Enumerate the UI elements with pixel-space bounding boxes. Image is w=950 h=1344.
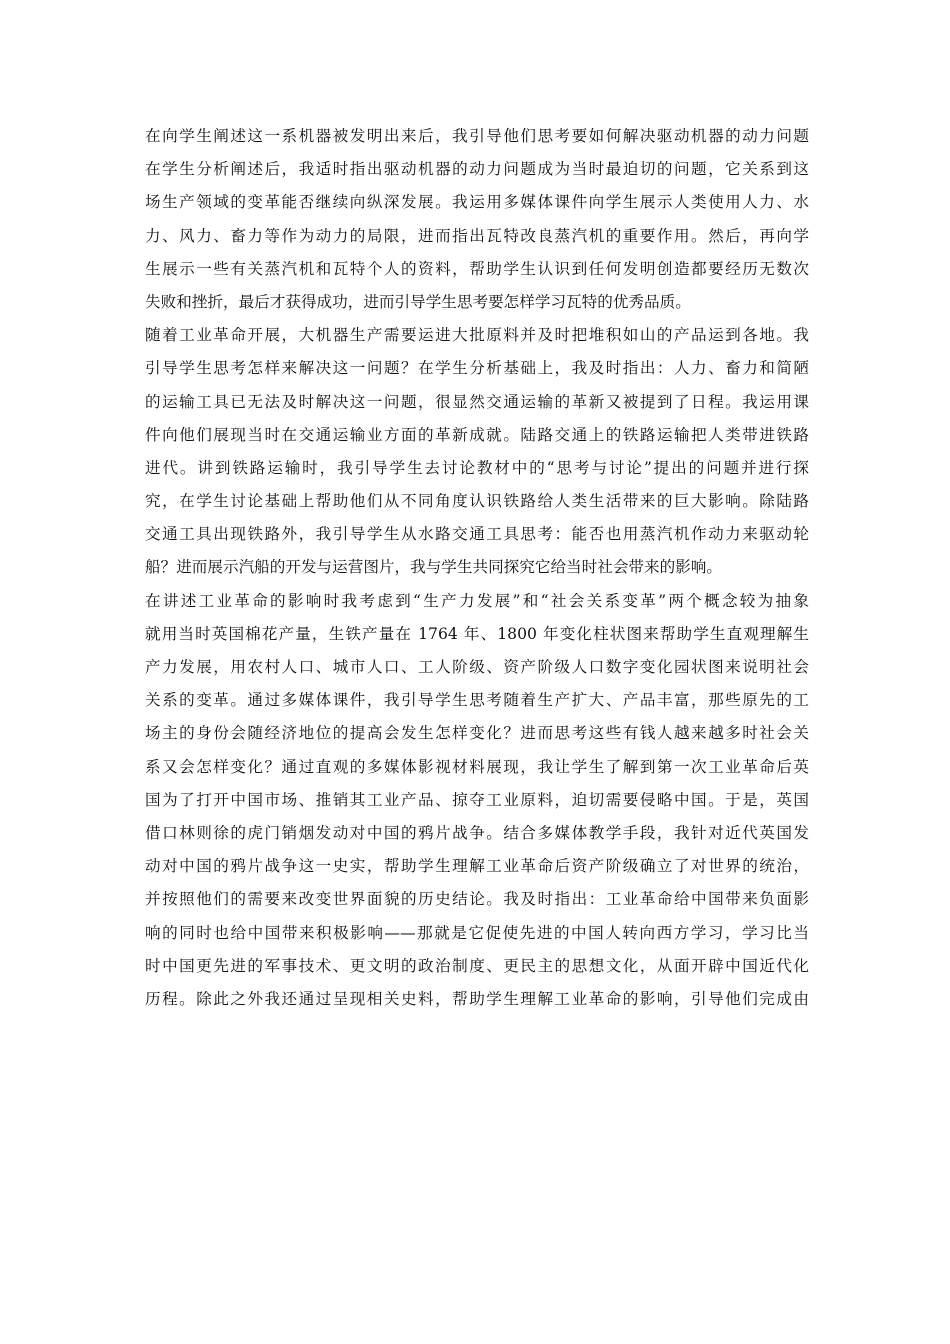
text-line: 究，在学生讨论基础上帮助他们从不同角度认识铁路给人类生活带来的巨大影响。除陆路 xyxy=(145,492,809,511)
text-line: 系又会怎样变化？通过直观的多媒体影视材料展现，我让学生了解到第一次工业革命后英 xyxy=(145,757,809,776)
text-line: 在讲述工业革命的影响时我考虑到“生产力发展”和“社会关系变革”两个概念较为抽象 xyxy=(145,591,809,610)
text-line: 的运输工具已无法及时解决这一问题，很显然交通运输的革新又被提到了日程。我运用课 xyxy=(145,392,809,411)
text-line: 在学生分析阐述后，我适时指出驱动机器的动力问题成为当时最迫切的问题，它关系到这 xyxy=(145,160,809,179)
text-line: 船？进而展示汽船的开发与运营图片，我与学生共同探究它给当时社会带来的影响。 xyxy=(145,558,722,577)
text-line: 场生产领域的变革能否继续向纵深发展。我运用多媒体课件向学生展示人类使用人力、水 xyxy=(145,193,809,212)
text-line: 交通工具出现铁路外，我引导学生从水路交通工具思考：能否也用蒸汽机作动力来驱动轮 xyxy=(145,525,809,544)
text-line: 力、风力、畜力等作为动力的局限，进而指出瓦特改良蒸汽机的重要作用。然后，再向学 xyxy=(145,226,809,245)
text-line: 失败和挫折，最后才获得成功，进而引导学生思考要怎样学习瓦特的优秀品质。 xyxy=(145,292,691,311)
text-line: 引导学生思考怎样来解决这一问题？在学生分析基础上，我及时指出：人力、畜力和简陋 xyxy=(145,359,809,378)
text-line: 场主的身份会随经济地位的提高会发生怎样变化？进而思考这些有钱人越来越多时社会关 xyxy=(145,724,809,743)
paragraph-impact xyxy=(145,585,809,1016)
text-line: 随着工业革命开展，大机器生产需要运进大批原料并及时把堆积如山的产品运到各地。我 xyxy=(145,326,809,345)
text-line: 产力发展，用农村人口、城市人口、工人阶级、资产阶级人口数字变化园状图来说明社会 xyxy=(145,658,809,676)
text-line: 件向他们展现当时在交通运输业方面的革新成就。陆路交通上的铁路运输把人类带进铁路 xyxy=(145,425,809,444)
text-line: 在向学生阐述这一系机器被发明出来后，我引导他们思考要如何解决驱动机器的动力问题 xyxy=(145,127,809,145)
text-line: 响的同时也给中国带来积极影响——那就是它促使先进的中国人转向西方学习，学习比当 xyxy=(145,923,809,942)
paragraph-transportation xyxy=(145,319,809,585)
text-line: 生展示一些有关蒸汽机和瓦特个人的资料，帮助学生认识到任何发明创造都要经历无数次 xyxy=(145,259,809,278)
text-line: 关系的变革。通过多媒体课件，我引导学生思考随着生产扩大、产品丰富，那些原先的工 xyxy=(145,691,809,710)
paragraph-steam-engine xyxy=(145,120,809,319)
document-body xyxy=(145,120,809,1016)
text-line: 进代。讲到铁路运输时，我引导学生去讨论教材中的“思考与讨论”提出的问题并进行探 xyxy=(145,458,809,477)
text-line: 时中国更先进的军事技术、更文明的政治制度、更民主的思想文化，从面开辟中国近代化 xyxy=(145,956,809,975)
text-line: 就用当时英国棉花产量，生铁产量在 1764 年、1800 年变化柱状图来帮助学生直观理解生 xyxy=(145,624,809,643)
text-line: 动对中国的鸦片战争这一史实，帮助学生理解工业革命后资产阶级确立了对世界的统治， xyxy=(145,857,809,876)
text-line: 历程。除此之外我还通过呈现相关史料，帮助学生理解工业革命的影响，引导他们完成由 xyxy=(145,989,809,1008)
text-line: 并按照他们的需要来改变世界面貌的历史结论。我及时指出：工业革命给中国带来负面影 xyxy=(145,890,809,909)
text-line: 国为了打开中国市场、推销其工业产品、掠夺工业原料，迫切需要侵略中国。于是，英国 xyxy=(145,790,809,809)
text-line: 借口林则徐的虎门销烟发动对中国的鸦片战争。结合多媒体教学手段，我针对近代英国发 xyxy=(145,823,809,842)
